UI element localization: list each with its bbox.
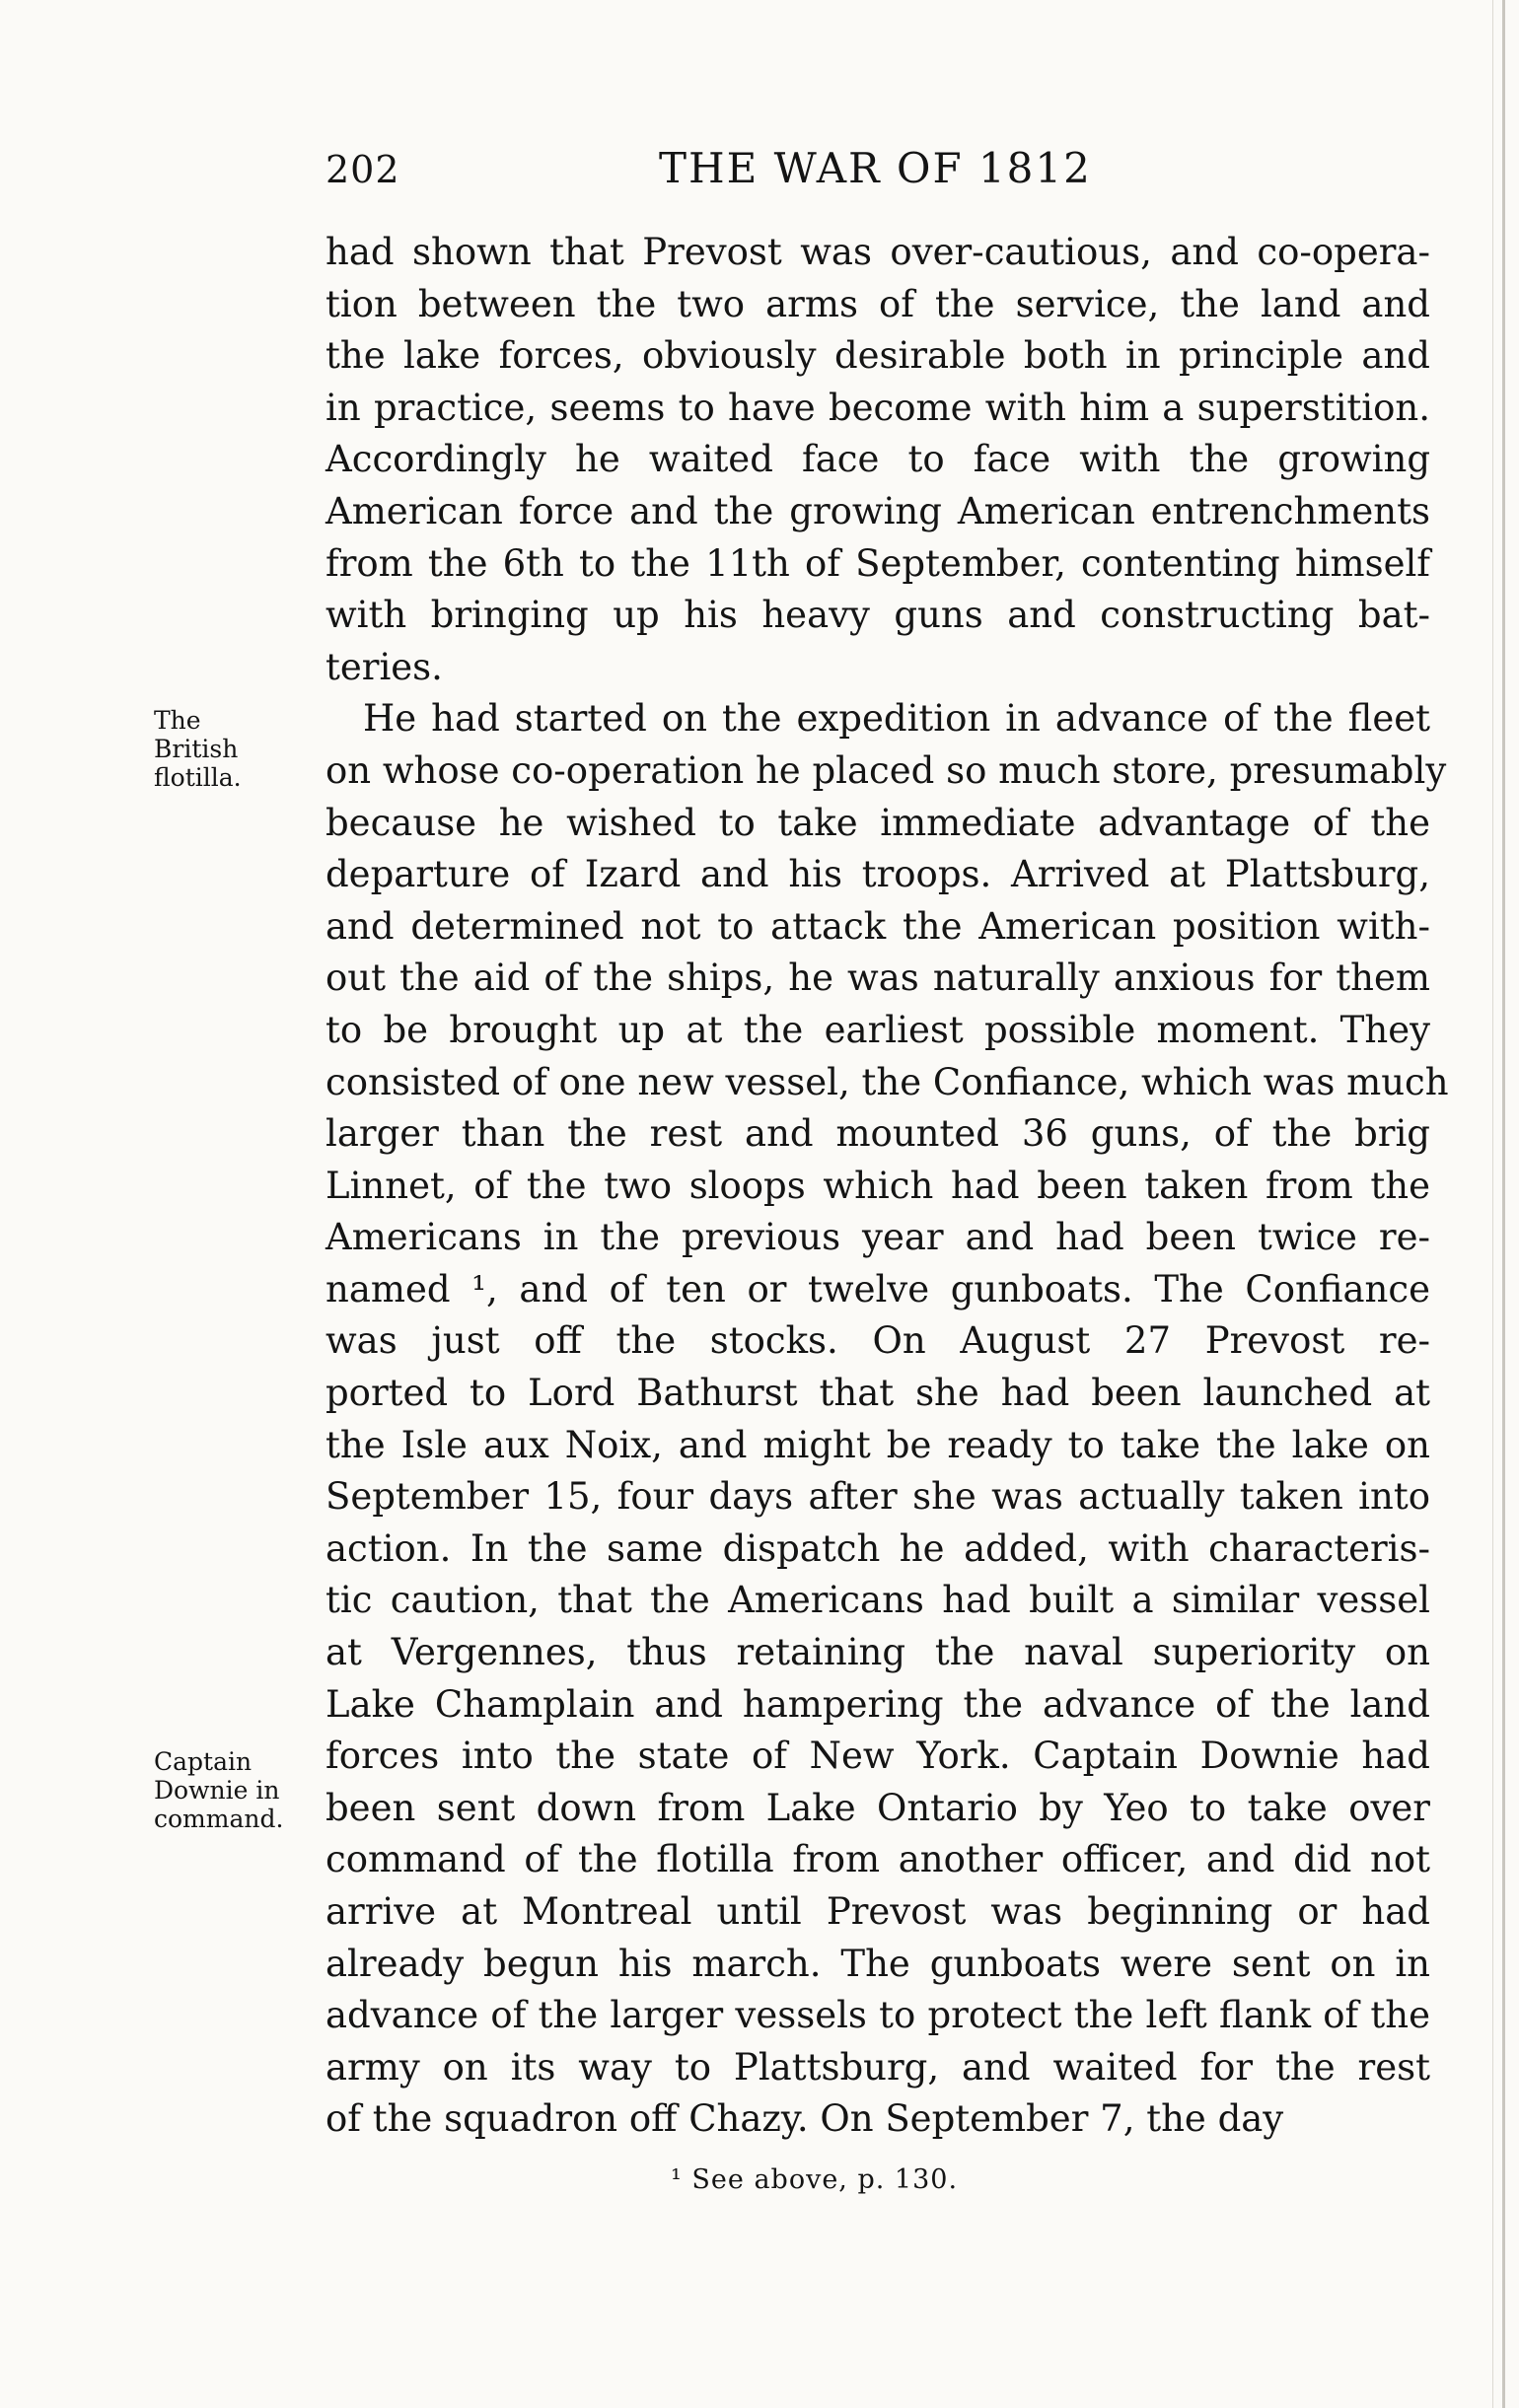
text-line: of the squadron off Chazy. On September 7, the day [326,2097,1284,2141]
text-line: to be brought up at the earliest possible moment. They [326,1008,1430,1051]
text-line: Accordingly he waited face to face with the growing [326,438,1430,481]
text-line: September 15, four days after she was actually taken into [326,1475,1430,1519]
margin-note-british-flotilla [154,706,327,792]
text-line: already begun his march. The gunboats were sent on in [326,1942,1430,1985]
body-text [326,227,1449,2146]
text-line: forces into the state of New York. Captain Downie had [326,1735,1430,1778]
text-line: had shown that Prevost was over-cautious, and co-opera- [326,231,1430,273]
text-line: the Isle aux Noix, and might be ready to take the lake on [326,1423,1430,1466]
text-line: with bringing up his heavy guns and constructing bat- [326,594,1430,637]
text-line: on whose co-operation he placed so much store, presumably [326,748,1447,792]
text-line: command of the flotilla from another officer, and did not [326,1838,1430,1881]
text-line: was just off the stocks. On August 27 Prevost re- [326,1319,1430,1363]
text-line: teries. [326,645,443,688]
text-line: named ¹, and of ten or twelve gunboats. The Confiance [326,1267,1430,1310]
running-title: THE WAR OF 1812 [659,144,1092,192]
text-line: advance of the larger vessels to protect the left flank of the [326,1994,1430,2037]
margin-note-line: The [154,706,201,735]
text-line: action. In the same dispatch he added, with characteris- [326,1526,1430,1570]
text-line: Americans in the previous year and had been twice re- [326,1216,1430,1259]
margin-note-line: Captain [154,1747,253,1776]
margin-note-captain-downie [154,1747,327,1833]
text-line: consisted of one new vessel, the Confiance, which was much [326,1060,1449,1103]
page-binding-edge [1502,0,1505,2408]
text-line: army on its way to Plattsburg, and waited for the rest [326,2045,1430,2089]
footnote: ¹ See above, p. 130. [671,2164,959,2195]
text-line: larger than the rest and mounted 36 guns, of the brig [326,1112,1430,1156]
page-binding-edge-inner [1492,0,1493,2408]
text-line: arrive at Montreal until Prevost was beginning or had [326,1890,1430,1933]
text-line: tic caution, that the Americans had built a similar vessel [326,1579,1430,1622]
text-line: because he wished to take immediate advantage of the [326,801,1430,844]
text-line: Linnet, of the two sloops which had been taken from the [326,1164,1430,1207]
text-line: and determined not to attack the American position with- [326,904,1430,948]
margin-note-line: command. [154,1805,284,1833]
text-line: ported to Lord Bathurst that she had been launched at [326,1372,1430,1415]
text-line: the lake forces, obviously desirable both in principle and [326,334,1430,378]
margin-note-line: British [154,735,239,763]
text-line: at Vergennes, thus retaining the naval superiority on [326,1631,1430,1674]
page-number: 202 [326,148,400,191]
text-line: in practice, seems to have become with him a superstition. [326,386,1430,429]
text-line: from the 6th to the 11th of September, contenting himself [326,541,1430,585]
margin-note-line: flotilla. [154,763,242,792]
text-line: American force and the growing American entrenchments [326,489,1430,532]
margin-note-line: Downie in [154,1776,280,1805]
text-line-paragraph-start: He had started on the expedition in advance of the fleet [363,697,1430,741]
text-line: departure of Izard and his troops. Arrived at Plattsburg, [326,853,1430,896]
text-line: Lake Champlain and hampering the advance of the land [326,1682,1430,1726]
text-line: out the aid of the ships, he was naturally anxious for them [326,956,1430,1000]
text-line: been sent down from Lake Ontario by Yeo to take over [326,1786,1430,1829]
text-line: tion between the two arms of the service, the land and [326,282,1430,325]
